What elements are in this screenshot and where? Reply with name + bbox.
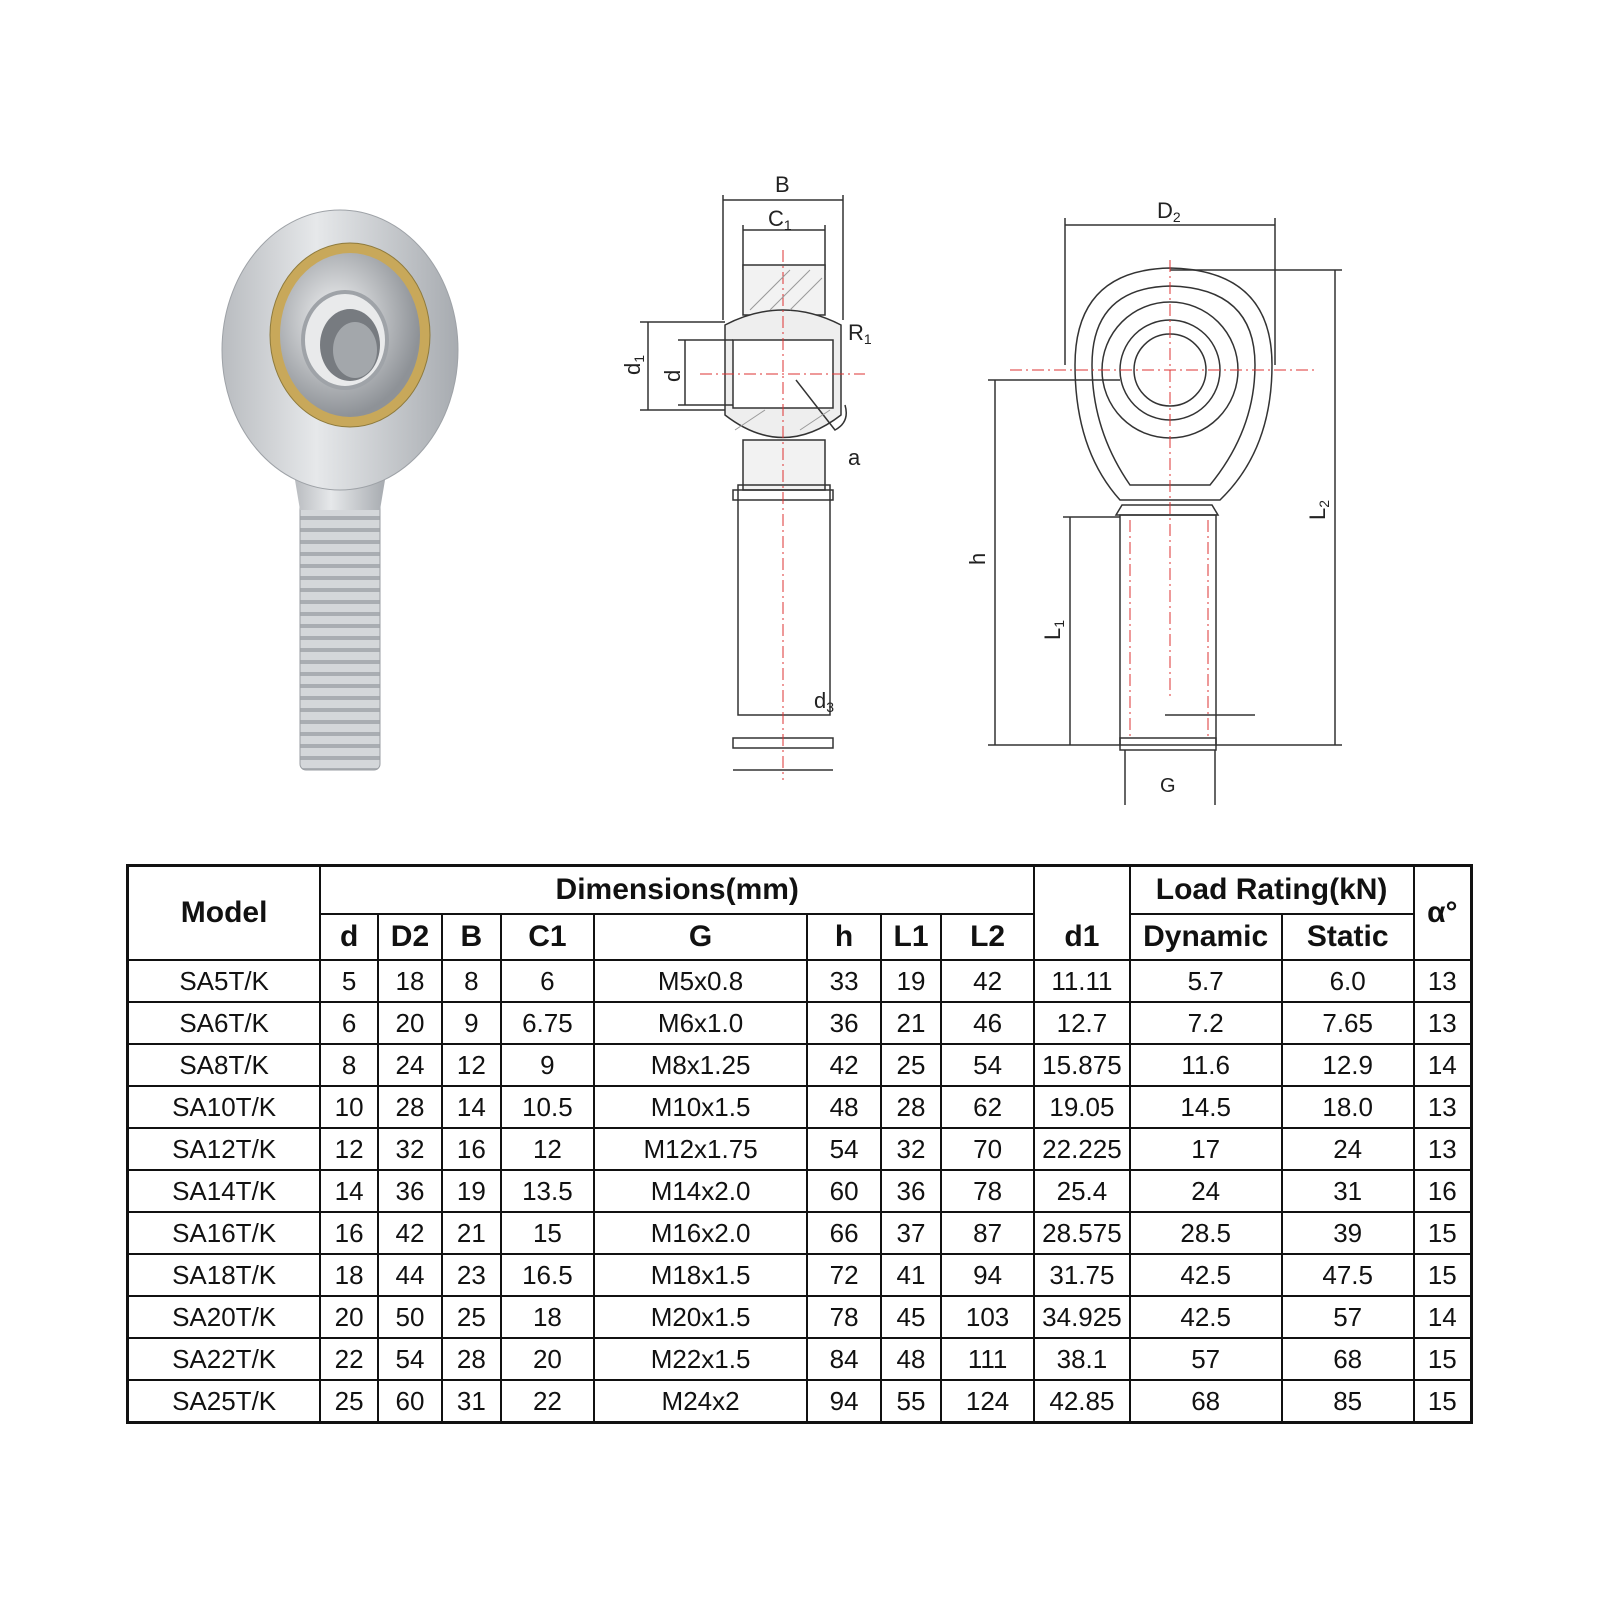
col-header: Static: [1282, 914, 1414, 960]
table-cell: 14: [1414, 1044, 1472, 1086]
table-row: [128, 1254, 1472, 1296]
table-cell: M18x1.5: [594, 1254, 807, 1296]
table-cell: 66: [807, 1212, 881, 1254]
model-cell: SA5T/K: [128, 960, 321, 1002]
table-cell: 54: [378, 1338, 442, 1380]
model-cell: SA8T/K: [128, 1044, 321, 1086]
table-cell: 6.0: [1282, 960, 1414, 1002]
model-cell: SA16T/K: [128, 1212, 321, 1254]
header-blank: [1034, 866, 1129, 915]
table-row: [128, 1338, 1472, 1380]
header-alpha: α°: [1414, 866, 1472, 961]
label-B: B: [775, 172, 790, 197]
table-cell: 78: [807, 1296, 881, 1338]
table-cell: 6: [320, 1002, 378, 1044]
col-header: B: [442, 914, 501, 960]
table-cell: 13: [1414, 1086, 1472, 1128]
table-cell: 8: [320, 1044, 378, 1086]
table-cell: 14.5: [1130, 1086, 1282, 1128]
table-cell: 13: [1414, 1002, 1472, 1044]
table-cell: 55: [881, 1380, 941, 1423]
table-cell: 50: [378, 1296, 442, 1338]
col-header: G: [594, 914, 807, 960]
table-cell: 24: [1282, 1128, 1414, 1170]
table-cell: 28: [378, 1086, 442, 1128]
table-cell: 42: [378, 1212, 442, 1254]
col-header: L1: [881, 914, 941, 960]
table-cell: 20: [320, 1296, 378, 1338]
header-load-rating: Load Rating(kN): [1130, 866, 1414, 915]
table-cell: 11.6: [1130, 1044, 1282, 1086]
table-cell: 10.5: [501, 1086, 594, 1128]
table-cell: 12.7: [1034, 1002, 1129, 1044]
table-cell: 84: [807, 1338, 881, 1380]
table-cell: 45: [881, 1296, 941, 1338]
table-cell: 23: [442, 1254, 501, 1296]
col-header: L2: [941, 914, 1034, 960]
col-header: C1: [501, 914, 594, 960]
rod-end-photo: [200, 180, 520, 800]
table-cell: M16x2.0: [594, 1212, 807, 1254]
table-cell: 16.5: [501, 1254, 594, 1296]
table-cell: 21: [881, 1002, 941, 1044]
label-L2: L2: [1305, 499, 1332, 520]
label-d3: d3: [814, 688, 835, 715]
table-cell: 46: [941, 1002, 1034, 1044]
table-cell: 9: [442, 1002, 501, 1044]
table-cell: 87: [941, 1212, 1034, 1254]
table-cell: 103: [941, 1296, 1034, 1338]
table-cell: 32: [378, 1128, 442, 1170]
table-cell: 54: [941, 1044, 1034, 1086]
table-cell: 19.05: [1034, 1086, 1129, 1128]
table-cell: M24x2: [594, 1380, 807, 1423]
table-cell: M14x2.0: [594, 1170, 807, 1212]
table-cell: 42.5: [1130, 1296, 1282, 1338]
table-cell: M5x0.8: [594, 960, 807, 1002]
table-cell: 28.5: [1130, 1212, 1282, 1254]
label-h: h: [965, 552, 990, 565]
table-cell: 12.9: [1282, 1044, 1414, 1086]
table-cell: 15: [1414, 1212, 1472, 1254]
table-cell: 7.2: [1130, 1002, 1282, 1044]
table-cell: 25: [320, 1380, 378, 1423]
table-cell: 57: [1130, 1338, 1282, 1380]
table-cell: 68: [1282, 1338, 1414, 1380]
label-L1: L1: [1040, 619, 1067, 640]
table-row: [128, 960, 1472, 1002]
label-G: G: [1160, 775, 1176, 797]
table-row: [128, 1128, 1472, 1170]
table-cell: 12: [320, 1128, 378, 1170]
label-D2: D2: [1157, 198, 1181, 225]
table-cell: 28: [881, 1086, 941, 1128]
header-model: Model: [128, 866, 321, 961]
table-cell: 19: [442, 1170, 501, 1212]
table-row: [128, 1086, 1472, 1128]
table-cell: 42: [941, 960, 1034, 1002]
table-cell: 16: [1414, 1170, 1472, 1212]
table-row: [128, 1170, 1472, 1212]
table-cell: 24: [1130, 1170, 1282, 1212]
table-row: [128, 1002, 1472, 1044]
table-cell: 12: [501, 1128, 594, 1170]
table-cell: 15: [501, 1212, 594, 1254]
table-cell: 62: [941, 1086, 1034, 1128]
table-cell: 19: [881, 960, 941, 1002]
table-cell: 12: [442, 1044, 501, 1086]
table-cell: 34.925: [1034, 1296, 1129, 1338]
table-cell: 13: [1414, 960, 1472, 1002]
table-cell: 31: [1282, 1170, 1414, 1212]
table-cell: 28.575: [1034, 1212, 1129, 1254]
model-cell: SA14T/K: [128, 1170, 321, 1212]
table-cell: 68: [1130, 1380, 1282, 1423]
table-row: [128, 1380, 1472, 1423]
table-cell: 14: [442, 1086, 501, 1128]
col-header: D2: [378, 914, 442, 960]
model-cell: SA20T/K: [128, 1296, 321, 1338]
table-cell: 124: [941, 1380, 1034, 1423]
table-cell: 6: [501, 960, 594, 1002]
table-cell: 78: [941, 1170, 1034, 1212]
table-cell: 22: [320, 1338, 378, 1380]
table-cell: 31: [442, 1380, 501, 1423]
table-cell: 5: [320, 960, 378, 1002]
table-row: [128, 1296, 1472, 1338]
table-cell: 17: [1130, 1128, 1282, 1170]
table-cell: 13.5: [501, 1170, 594, 1212]
table-cell: 47.5: [1282, 1254, 1414, 1296]
table-cell: 25: [442, 1296, 501, 1338]
table-cell: 36: [807, 1002, 881, 1044]
table-cell: 20: [501, 1338, 594, 1380]
table-cell: 16: [320, 1212, 378, 1254]
table-cell: M10x1.5: [594, 1086, 807, 1128]
table-cell: 60: [378, 1380, 442, 1423]
table-cell: M22x1.5: [594, 1338, 807, 1380]
table-cell: M6x1.0: [594, 1002, 807, 1044]
table-cell: 36: [881, 1170, 941, 1212]
col-header: h: [807, 914, 881, 960]
table-cell: 6.75: [501, 1002, 594, 1044]
table-row: [128, 1044, 1472, 1086]
table-cell: M12x1.75: [594, 1128, 807, 1170]
model-cell: SA18T/K: [128, 1254, 321, 1296]
table-cell: 31.75: [1034, 1254, 1129, 1296]
table-cell: 38.1: [1034, 1338, 1129, 1380]
technical-drawing: [600, 160, 1400, 840]
table-cell: 8: [442, 960, 501, 1002]
label-a: a: [848, 445, 861, 470]
table-cell: 60: [807, 1170, 881, 1212]
col-header: d1: [1034, 914, 1129, 960]
spec-table: [126, 864, 1473, 1424]
table-cell: 94: [941, 1254, 1034, 1296]
col-header: Dynamic: [1130, 914, 1282, 960]
table-cell: 15: [1414, 1254, 1472, 1296]
table-cell: 85: [1282, 1380, 1414, 1423]
table-cell: 15: [1414, 1338, 1472, 1380]
table-cell: 16: [442, 1128, 501, 1170]
header-dimensions: Dimensions(mm): [320, 866, 1034, 915]
table-cell: 11.11: [1034, 960, 1129, 1002]
table-cell: 9: [501, 1044, 594, 1086]
col-header: d: [320, 914, 378, 960]
table-cell: 39: [1282, 1212, 1414, 1254]
table-cell: 48: [881, 1338, 941, 1380]
table-cell: 54: [807, 1128, 881, 1170]
spec-table-body: [128, 960, 1472, 1423]
table-cell: 18.0: [1282, 1086, 1414, 1128]
table-cell: 36: [378, 1170, 442, 1212]
table-cell: 14: [320, 1170, 378, 1212]
table-cell: 18: [501, 1296, 594, 1338]
table-cell: 72: [807, 1254, 881, 1296]
table-cell: 25: [881, 1044, 941, 1086]
table-cell: 42.85: [1034, 1380, 1129, 1423]
table-cell: 20: [378, 1002, 442, 1044]
table-cell: 22: [501, 1380, 594, 1423]
table-cell: 42.5: [1130, 1254, 1282, 1296]
table-cell: 41: [881, 1254, 941, 1296]
table-cell: 33: [807, 960, 881, 1002]
table-cell: 7.65: [1282, 1002, 1414, 1044]
model-cell: SA6T/K: [128, 1002, 321, 1044]
table-cell: 24: [378, 1044, 442, 1086]
table-cell: 18: [320, 1254, 378, 1296]
label-R1: R1: [848, 320, 872, 347]
table-cell: 28: [442, 1338, 501, 1380]
label-d: d: [660, 369, 685, 382]
table-cell: 25.4: [1034, 1170, 1129, 1212]
table-cell: 57: [1282, 1296, 1414, 1338]
table-cell: 13: [1414, 1128, 1472, 1170]
label-C1: C1: [768, 206, 792, 233]
table-cell: 94: [807, 1380, 881, 1423]
table-cell: 111: [941, 1338, 1034, 1380]
table-cell: 32: [881, 1128, 941, 1170]
table-cell: 37: [881, 1212, 941, 1254]
table-cell: 18: [378, 960, 442, 1002]
table-cell: 22.225: [1034, 1128, 1129, 1170]
table-cell: 70: [941, 1128, 1034, 1170]
label-d1: d1: [620, 354, 647, 375]
model-cell: SA22T/K: [128, 1338, 321, 1380]
table-cell: M8x1.25: [594, 1044, 807, 1086]
table-cell: 48: [807, 1086, 881, 1128]
table-cell: 44: [378, 1254, 442, 1296]
table-cell: 42: [807, 1044, 881, 1086]
table-cell: 15: [1414, 1380, 1472, 1423]
table-row: [128, 1212, 1472, 1254]
model-cell: SA25T/K: [128, 1380, 321, 1423]
table-cell: 5.7: [1130, 960, 1282, 1002]
table-cell: M20x1.5: [594, 1296, 807, 1338]
model-cell: SA12T/K: [128, 1128, 321, 1170]
table-cell: 14: [1414, 1296, 1472, 1338]
table-cell: 21: [442, 1212, 501, 1254]
table-cell: 15.875: [1034, 1044, 1129, 1086]
model-cell: SA10T/K: [128, 1086, 321, 1128]
table-cell: 10: [320, 1086, 378, 1128]
